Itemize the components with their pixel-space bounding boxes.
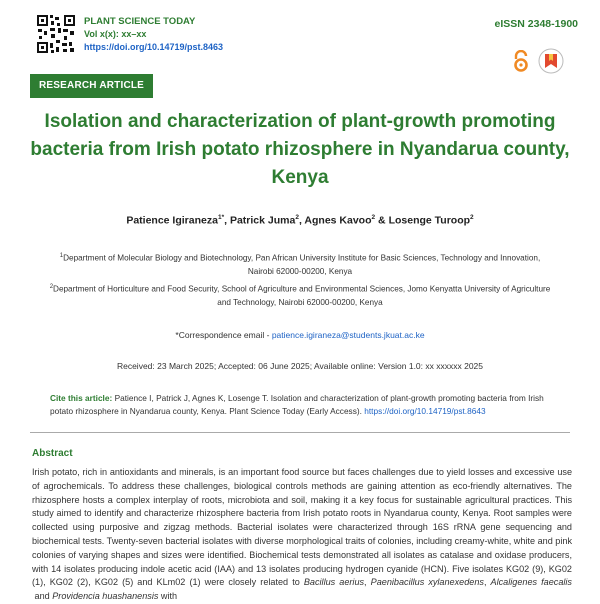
- abstract-text: Irish potato, rich in antioxidants and minerals, is an important food source but faces challenges due to yield losses and excessive use of agrochemicals. To address these challenges, biological controls methods are gaining attention as eco-friendly alternatives. The rhizosphere hosts a complex interplay of roots, microbiota and soil, making it a key focus for sustainable agricultural practices. This study aimed to identify and characterize rhizosphere bacteria from Irish potato roots in Nyandarua county, Kenya. Root samples were collected using purposive and zigzag methods. Bacterial isolates were characterized through 16S rRNA gene sequencing and biochemical tests. Twenty-seven bacterial isolates with diverse morphological traits of colonies, including creamy-white, white and pink colonies of varying shapes and sizes were identified. Biochemical tests demonstrated all isolates as catalase and oxidase producers, with 14 isolates producing indole acetic acid (IAA) and 13 isolates producing hydrogen cyanide (HCN). Five isolates KG02 (9), KG02 (1), KG02 (2), KG02 (5) and KLm02 (1) were closely related to: [32, 467, 572, 588]
- publication-dates: Received: 23 March 2025; Accepted: 06 June 2025; Available online: Version 1.0: xx xxxxxx 2025: [116, 361, 484, 371]
- species-name: Bacillus aerius: [303, 577, 365, 588]
- species-name: Paenibacillus xylanexedens: [370, 577, 484, 588]
- affiliation-1: [48, 250, 552, 278]
- qr-code-icon: [36, 14, 76, 54]
- eissn: eISSN 2348-1900: [494, 18, 578, 30]
- author-name: Patience Igiraneza: [126, 214, 218, 227]
- author-superscript: 1*: [217, 214, 225, 221]
- citation-text: Patience I, Patrick J, Agnes K, Losenge T. Isolation and characterization of plant-growth promoting bacteria from Irish potato rhizosphere in Nyandarua county, Kenya. Plant Science Today (Early Access).: [50, 393, 544, 416]
- correspondence: [30, 330, 570, 340]
- open-access-icon: [512, 50, 530, 72]
- abstract-separator: and: [32, 591, 53, 602]
- citation-doi-link[interactable]: https://doi.org/10.14719/pst.8643: [364, 406, 486, 416]
- correspondence-label: *Correspondence email -: [175, 330, 272, 340]
- affiliation-superscript: 2: [49, 284, 54, 290]
- abstract-body: [32, 466, 572, 604]
- correspondence-email-link[interactable]: patience.igiraneza@students.jkuat.ac.ke: [271, 330, 425, 340]
- author-superscript: 2: [295, 214, 299, 221]
- affiliation-2: [48, 281, 552, 309]
- check-for-updates-icon[interactable]: [538, 48, 564, 74]
- journal-name: PLANT SCIENCE TODAY: [84, 16, 196, 27]
- author-name: Patrick Juma: [229, 214, 296, 227]
- author-separator: ,: [224, 214, 230, 227]
- citation-label: Cite this article:: [50, 393, 115, 403]
- article-type-label: RESEARCH ARTICLE: [30, 74, 153, 98]
- journal-volume: Vol x(x): xx–xx: [84, 29, 147, 39]
- species-name: Providencia huashanensis: [52, 591, 159, 602]
- affiliation-superscript: 1: [59, 253, 64, 259]
- abstract-heading: Abstract: [32, 448, 73, 459]
- article-title: Isolation and characterization of plant-growth promoting bacteria from Irish potato rhizosphere in Nyandarua county, Kenya: [30, 111, 570, 188]
- citation-block: [50, 392, 555, 418]
- author-separator: ,: [298, 214, 305, 227]
- journal-header: [84, 15, 223, 54]
- author-separator: &: [375, 214, 389, 227]
- divider: [30, 432, 570, 433]
- author-superscript: 2: [371, 214, 376, 221]
- author-name: Agnes Kavoo: [304, 214, 372, 227]
- abstract-separator: ,: [483, 577, 491, 588]
- author-name: Losenge Turoop: [388, 214, 471, 227]
- abstract-separator: ,: [364, 577, 371, 588]
- abstract-text-tail: with: [158, 591, 178, 602]
- author-list: [30, 214, 570, 227]
- species-name: Alcaligenes faecalis: [490, 577, 572, 588]
- article-doi-link[interactable]: https://doi.org/10.14719/pst.8463: [84, 42, 224, 52]
- affiliation-text: Department of Horticulture and Food Security, School of Agriculture and Environmental Sciences, Jomo Kenyatta University of Agriculture and Technology, Nairobi 62000-00200, Kenya: [53, 284, 551, 307]
- author-superscript: 2: [470, 214, 474, 221]
- affiliation-text: Department of Molecular Biology and Biotechnology, Pan African University Institute for Basic Sciences, Technology and Innovation, Nairobi 62000-00200, Kenya: [63, 253, 541, 276]
